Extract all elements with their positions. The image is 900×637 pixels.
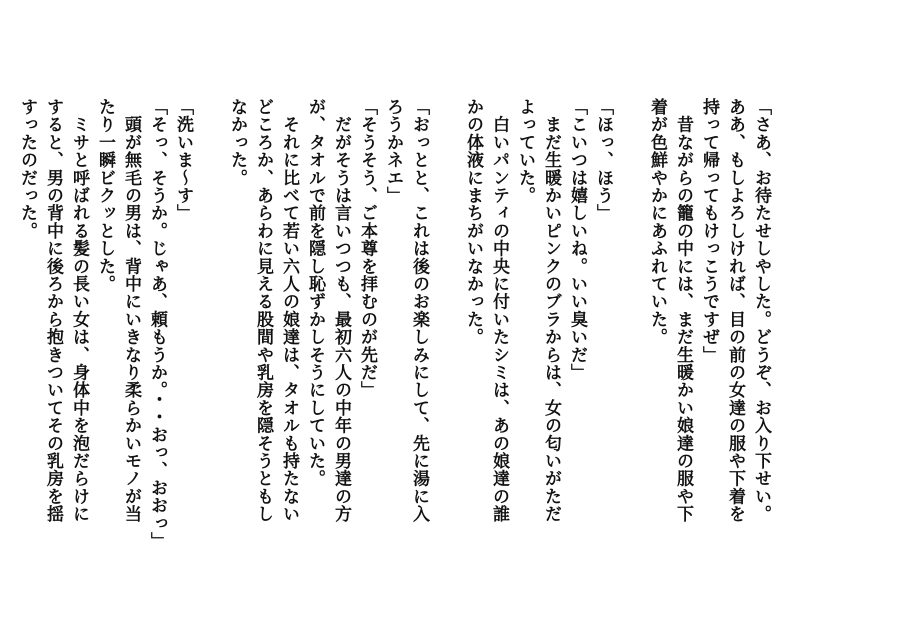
text-line: それに比べて若い六人の娘達は、タオルも持たない	[279, 98, 299, 523]
vertical-text-body	[14, 98, 774, 598]
text-line: 「こいつは嬉しいね。いい臭いだ」	[567, 98, 587, 382]
text-line: ろうかネエ」	[383, 98, 403, 205]
text-line: だがそうは言いつつも、最初六人の中年の男達の方	[331, 98, 351, 523]
text-line: 「ほっ、ほう」	[593, 98, 613, 222]
text-line: 「おっとと、これは後のお楽しみにして、先に湯に入	[409, 98, 429, 523]
text-line: 頭が無毛の男は、背中にいきなり柔らかいモノが当	[121, 98, 141, 523]
text-line: なかった。	[227, 98, 247, 187]
paragraph-gap	[432, 98, 460, 598]
text-line: が、タオルで前を隠し恥ずかしそうにしていた。	[305, 98, 325, 488]
text-line: ああ、もしよろしければ、目の前の女達の服や下着を	[725, 98, 745, 523]
text-line: 「さあ、お待たせしやした。どうぞ、お入り下せい。	[751, 98, 771, 523]
text-line: 「そうそう、ご本尊を拝むのが先だ」	[357, 98, 377, 399]
text-line: 持って帰ってもけっこうですぜ」	[699, 98, 719, 364]
text-line: 昔ながらの籠の中には、まだ生暖かい娘達の服や下	[673, 98, 693, 523]
text-line: かの体液にまちがいなかった。	[463, 98, 483, 346]
text-line: 着が色鮮やかにあふれていた。	[647, 98, 667, 346]
paragraph-gap	[196, 98, 224, 598]
text-line: 「洗いま〜す」	[173, 98, 193, 222]
text-line: すると、男の背中に後ろから抱きついてその乳房を揺	[43, 98, 63, 523]
text-line: どころか、あらわに見える股間や乳房を隠そうともし	[253, 98, 273, 523]
text-line: 白いパンティの中央に付いたシミは、あの娘達の誰	[489, 98, 509, 523]
paragraph-gap	[616, 98, 644, 598]
text-line: まだ生暖かいピンクのブラからは、女の匂いがただ	[541, 98, 561, 523]
text-line: よっていた。	[515, 98, 535, 205]
text-line: ミサと呼ばれる髪の長い女は、身体中を泡だらけに	[69, 98, 89, 523]
text-line: 「そっ、そうか。じゃあ、頼もうか。・・おっ、おおっ」	[147, 98, 167, 550]
text-line: すったのだった。	[17, 98, 37, 240]
text-line: たり一瞬ビクッとした。	[95, 98, 115, 293]
